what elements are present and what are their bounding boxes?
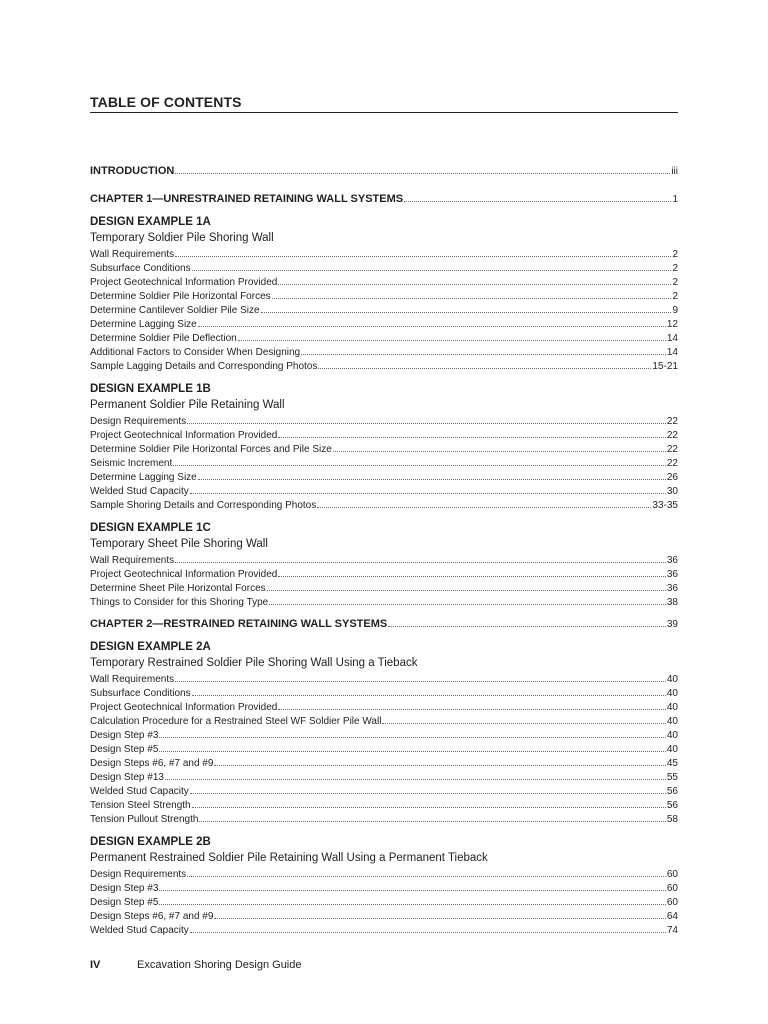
dot-leader bbox=[159, 736, 665, 738]
section-heading: DESIGN EXAMPLE 2A bbox=[90, 641, 211, 653]
entry-page: 22 bbox=[666, 416, 678, 427]
toc-entry[interactable] bbox=[90, 276, 678, 290]
entry-label: Design Requirements bbox=[90, 869, 187, 880]
entry-label: Additional Factors to Consider When Designing bbox=[90, 347, 301, 358]
entry-page: 56 bbox=[666, 786, 678, 797]
section-items bbox=[90, 673, 678, 827]
entry-page: 22 bbox=[666, 444, 678, 455]
entry-page: 30 bbox=[666, 486, 678, 497]
entry-label: Things to Consider for this Shoring Type bbox=[90, 597, 269, 608]
toc-entry[interactable] bbox=[90, 673, 678, 687]
toc-entry[interactable] bbox=[90, 868, 678, 882]
dot-leader bbox=[198, 478, 666, 480]
dot-leader bbox=[333, 450, 666, 452]
dot-leader bbox=[317, 506, 651, 508]
entry-page: 15-21 bbox=[652, 361, 678, 372]
section-ex2b bbox=[90, 835, 678, 938]
toc-entry[interactable] bbox=[90, 771, 678, 785]
dot-leader bbox=[261, 311, 672, 313]
toc-entry[interactable] bbox=[90, 485, 678, 499]
section-subtitle: Temporary Restrained Soldier Pile Shoring Wall Using a Tieback bbox=[90, 657, 418, 669]
dot-leader bbox=[187, 875, 666, 877]
dot-leader bbox=[192, 806, 666, 808]
entry-label: Subsurface Conditions bbox=[90, 688, 191, 699]
entry-page: 64 bbox=[666, 911, 678, 922]
dot-leader bbox=[267, 589, 666, 591]
dot-leader bbox=[214, 917, 665, 919]
entry-page: 33-35 bbox=[652, 500, 678, 511]
entry-page: 12 bbox=[666, 319, 678, 330]
toc-entry[interactable] bbox=[90, 743, 678, 757]
entry-label: Project Geotechnical Information Provided bbox=[90, 569, 278, 580]
toc-entry[interactable] bbox=[90, 415, 678, 429]
entry-page: 40 bbox=[666, 744, 678, 755]
entry-page: 36 bbox=[666, 555, 678, 566]
dot-leader bbox=[175, 561, 666, 563]
dot-leader bbox=[159, 889, 665, 891]
dot-leader bbox=[187, 422, 666, 424]
entry-page: 26 bbox=[666, 472, 678, 483]
section-heading: DESIGN EXAMPLE 2B bbox=[90, 836, 211, 848]
toc-entry[interactable] bbox=[90, 457, 678, 471]
entry-label: Determine Cantilever Soldier Pile Size bbox=[90, 305, 260, 316]
dot-leader bbox=[190, 792, 666, 794]
entry-label: Wall Requirements bbox=[90, 555, 175, 566]
page-footer bbox=[90, 959, 301, 971]
footer-page-number: IV bbox=[90, 959, 101, 971]
section-ex1b bbox=[90, 382, 678, 513]
toc-entry[interactable] bbox=[90, 262, 678, 276]
entry-label: Project Geotechnical Information Provided bbox=[90, 430, 278, 441]
toc-entry[interactable] bbox=[90, 568, 678, 582]
dot-leader bbox=[278, 708, 666, 710]
entry-label: Wall Requirements bbox=[90, 674, 175, 685]
section-ex1c bbox=[90, 521, 678, 610]
entry-page: 40 bbox=[666, 688, 678, 699]
entry-label: CHAPTER 1—UNRESTRAINED RETAINING WALL SYSTEMS bbox=[90, 193, 404, 205]
toc-entry[interactable] bbox=[90, 596, 678, 610]
entry-page: iii bbox=[671, 166, 678, 177]
entry-label: Calculation Procedure for a Restrained Steel WF Soldier Pile Wall bbox=[90, 716, 382, 727]
entry-label: Seismic Increment bbox=[90, 458, 173, 469]
entry-label: Welded Stud Capacity bbox=[90, 925, 189, 936]
entry-page: 60 bbox=[666, 883, 678, 894]
toc-entry[interactable] bbox=[90, 687, 678, 701]
section-heading: DESIGN EXAMPLE 1B bbox=[90, 383, 211, 395]
entry-page: 60 bbox=[666, 869, 678, 880]
dot-leader bbox=[192, 269, 672, 271]
toc-entry[interactable] bbox=[90, 429, 678, 443]
toc-entry[interactable] bbox=[90, 304, 678, 318]
entry-label: Determine Sheet Pile Horizontal Forces bbox=[90, 583, 266, 594]
entry-label: Project Geotechnical Information Provided bbox=[90, 277, 278, 288]
entry-label: Sample Shoring Details and Corresponding Photos bbox=[90, 500, 317, 511]
section-subtitle: Temporary Sheet Pile Shoring Wall bbox=[90, 538, 268, 550]
entry-page: 55 bbox=[666, 772, 678, 783]
dot-leader bbox=[175, 172, 670, 174]
dot-leader bbox=[165, 778, 666, 780]
entry-page: 39 bbox=[666, 619, 678, 630]
toc-entry[interactable] bbox=[90, 332, 678, 346]
dot-leader bbox=[190, 931, 666, 933]
entry-page: 36 bbox=[666, 569, 678, 580]
entry-page: 40 bbox=[666, 716, 678, 727]
dot-leader bbox=[175, 255, 671, 257]
page-title: TABLE OF CONTENTS bbox=[90, 94, 678, 113]
entry-label: Design Step #13 bbox=[90, 772, 164, 783]
toc-entry-introduction[interactable] bbox=[90, 163, 678, 179]
entry-label: Design Step #3 bbox=[90, 883, 159, 894]
toc-entry[interactable] bbox=[90, 882, 678, 896]
entry-label: Sample Lagging Details and Corresponding Photos bbox=[90, 361, 318, 372]
entry-page: 36 bbox=[666, 583, 678, 594]
toc-entry-chapter-1[interactable] bbox=[90, 191, 678, 207]
dot-leader bbox=[404, 200, 671, 202]
entry-label: Wall Requirements bbox=[90, 249, 175, 260]
toc-entry[interactable] bbox=[90, 715, 678, 729]
toc-entry[interactable] bbox=[90, 924, 678, 938]
dot-leader bbox=[159, 750, 665, 752]
entry-page: 2 bbox=[672, 291, 678, 302]
dot-leader bbox=[173, 464, 666, 466]
toc-entry[interactable] bbox=[90, 910, 678, 924]
dot-leader bbox=[192, 694, 666, 696]
entry-page: 40 bbox=[666, 730, 678, 741]
entry-page: 14 bbox=[666, 347, 678, 358]
dot-leader bbox=[214, 764, 665, 766]
entry-page: 2 bbox=[672, 249, 678, 260]
footer-guide-title: Excavation Shoring Design Guide bbox=[137, 959, 302, 971]
section-items bbox=[90, 554, 678, 610]
dot-leader bbox=[269, 603, 666, 605]
entry-label: Design Requirements bbox=[90, 416, 187, 427]
toc-entry[interactable] bbox=[90, 799, 678, 813]
toc-entry-chapter-2[interactable] bbox=[90, 616, 678, 632]
toc-entry[interactable] bbox=[90, 813, 678, 827]
section-items bbox=[90, 248, 678, 374]
dot-leader bbox=[272, 297, 672, 299]
entry-page: 22 bbox=[666, 430, 678, 441]
dot-leader bbox=[278, 436, 666, 438]
entry-page: 60 bbox=[666, 897, 678, 908]
toc-entry[interactable] bbox=[90, 471, 678, 485]
entry-page: 45 bbox=[666, 758, 678, 769]
entry-label: Determine Soldier Pile Horizontal Forces bbox=[90, 291, 271, 302]
entry-page: 22 bbox=[666, 458, 678, 469]
entry-label: Project Geotechnical Information Provided bbox=[90, 702, 278, 713]
entry-label: Tension Steel Strength bbox=[90, 800, 191, 811]
toc-entry[interactable] bbox=[90, 729, 678, 743]
entry-page: 40 bbox=[666, 674, 678, 685]
dot-leader bbox=[382, 722, 665, 724]
table-of-contents bbox=[90, 163, 678, 938]
entry-label: Determine Soldier Pile Horizontal Forces and Pile Size bbox=[90, 444, 332, 455]
entry-label: Determine Soldier Pile Deflection bbox=[90, 333, 237, 344]
toc-entry[interactable] bbox=[90, 318, 678, 332]
toc-entry[interactable] bbox=[90, 346, 678, 360]
entry-page: 74 bbox=[666, 925, 678, 936]
section-heading: DESIGN EXAMPLE 1A bbox=[90, 216, 211, 228]
toc-entry[interactable] bbox=[90, 499, 678, 513]
entry-label: Design Steps #6, #7 and #9 bbox=[90, 758, 214, 769]
section-items bbox=[90, 868, 678, 938]
entry-label: Determine Lagging Size bbox=[90, 472, 197, 483]
section-ex2a bbox=[90, 640, 678, 827]
dot-leader bbox=[278, 575, 666, 577]
dot-leader bbox=[318, 367, 651, 369]
entry-label: Welded Stud Capacity bbox=[90, 786, 189, 797]
toc-entry[interactable] bbox=[90, 248, 678, 262]
dot-leader bbox=[199, 820, 665, 822]
entry-label: CHAPTER 2—RESTRAINED RETAINING WALL SYSTEMS bbox=[90, 618, 388, 630]
section-subtitle: Permanent Restrained Soldier Pile Retaining Wall Using a Permanent Tieback bbox=[90, 852, 488, 864]
entry-label: Subsurface Conditions bbox=[90, 263, 191, 274]
toc-entry[interactable] bbox=[90, 290, 678, 304]
entry-page: 38 bbox=[666, 597, 678, 608]
dot-leader bbox=[301, 353, 666, 355]
toc-entry[interactable] bbox=[90, 701, 678, 715]
dot-leader bbox=[198, 325, 666, 327]
dot-leader bbox=[159, 903, 665, 905]
entry-page: 2 bbox=[672, 263, 678, 274]
entry-label: Tension Pullout Strength bbox=[90, 814, 199, 825]
toc-entry[interactable] bbox=[90, 757, 678, 771]
entry-label: Design Step #5 bbox=[90, 744, 159, 755]
toc-entry[interactable] bbox=[90, 582, 678, 596]
entry-label: Welded Stud Capacity bbox=[90, 486, 189, 497]
toc-entry[interactable] bbox=[90, 554, 678, 568]
entry-page: 2 bbox=[672, 277, 678, 288]
dot-leader bbox=[388, 625, 666, 627]
toc-entry[interactable] bbox=[90, 785, 678, 799]
section-ex1a bbox=[90, 215, 678, 374]
entry-label: INTRODUCTION bbox=[90, 165, 175, 177]
entry-label: Determine Lagging Size bbox=[90, 319, 197, 330]
section-items bbox=[90, 415, 678, 513]
section-subtitle: Temporary Soldier Pile Shoring Wall bbox=[90, 232, 274, 244]
entry-page: 9 bbox=[672, 305, 678, 316]
entry-page: 1 bbox=[672, 194, 678, 205]
dot-leader bbox=[175, 680, 666, 682]
entry-page: 40 bbox=[666, 702, 678, 713]
entry-page: 56 bbox=[666, 800, 678, 811]
section-heading: DESIGN EXAMPLE 1C bbox=[90, 522, 211, 534]
toc-entry[interactable] bbox=[90, 896, 678, 910]
dot-leader bbox=[238, 339, 666, 341]
entry-label: Design Step #3 bbox=[90, 730, 159, 741]
entry-label: Design Step #5 bbox=[90, 897, 159, 908]
toc-entry[interactable] bbox=[90, 443, 678, 457]
dot-leader bbox=[190, 492, 666, 494]
toc-entry[interactable] bbox=[90, 360, 678, 374]
entry-page: 14 bbox=[666, 333, 678, 344]
dot-leader bbox=[278, 283, 671, 285]
entry-label: Design Steps #6, #7 and #9 bbox=[90, 911, 214, 922]
entry-page: 58 bbox=[666, 814, 678, 825]
section-subtitle: Permanent Soldier Pile Retaining Wall bbox=[90, 399, 285, 411]
